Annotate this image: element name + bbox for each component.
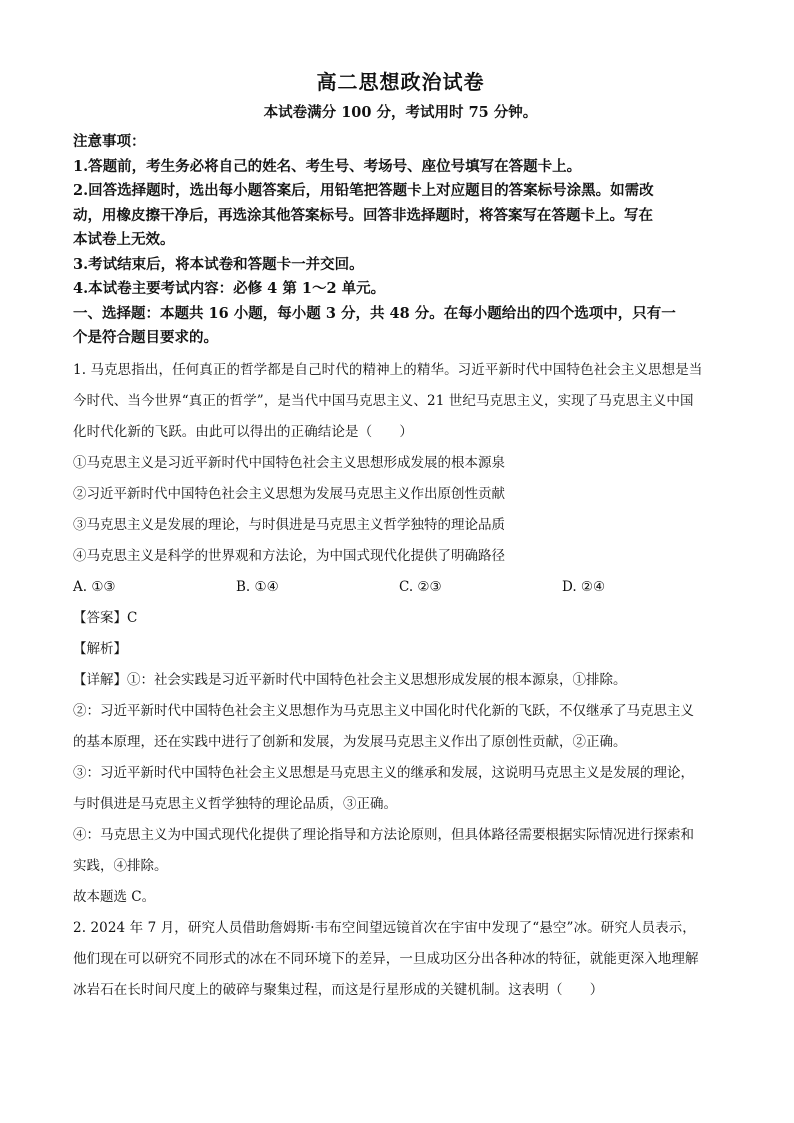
section-heading-line: 个是符合题目要求的。	[73, 329, 218, 346]
detail-line: 与时俱进是马克思主义哲学独特的理论品质，③正确。	[73, 795, 397, 812]
question-stem-line: 2. 2024 年 7 月，研究人员借助詹姆斯·韦布空间望远镜首次在宇宙中发现了“悬空”冰。研究人员表示，	[73, 919, 696, 936]
question-stem-line: 他们现在可以研究不同形式的冰在不同环境下的差异，一旦成功区分出各种冰的特征，就能更深入地理解	[73, 950, 699, 967]
choice-c: C. ②③	[399, 578, 442, 595]
question-stem-line: 化时代化新的飞跃。由此可以得出的正确结论是（ ）	[73, 423, 413, 440]
exam-page	[73, 66, 728, 1006]
statement-option: ②习近平新时代中国特色社会主义思想为发展马克思主义作出原创性贡献	[73, 485, 505, 502]
section-heading	[73, 302, 728, 351]
notice-item: 本试卷上无效。	[73, 231, 175, 248]
statement-option: ①马克思主义是习近平新时代中国特色社会主义思想形成发展的根本源泉	[73, 454, 505, 471]
exam-subtitle: 本试卷满分 100 分，考试用时 75 分钟。	[263, 104, 538, 121]
notice-item: 1.答题前，考生务必将自己的姓名、考生号、考场号、座位号填写在答题卡上。	[73, 157, 582, 175]
notice-item: 动，用橡皮擦干净后，再选涂其他答案标号。回答非选择题时，将答案写在答题卡上。写在	[73, 206, 653, 224]
choice-d: D. ②④	[562, 578, 606, 595]
question-1	[73, 355, 728, 913]
answer-choices	[73, 572, 728, 603]
page-title: 高二思想政治试卷	[316, 70, 485, 94]
conclusion: 故本题选 C。	[73, 888, 156, 905]
question-stem-line: 1. 马克思指出，任何真正的哲学都是自己时代的精神上的精华。习近平新时代中国特色社会主义思想是当	[73, 361, 703, 378]
notice-item: 4.本试卷主要考试内容：必修 4 第 1～2 单元。	[73, 280, 386, 297]
statement-option: ④马克思主义是科学的世界观和方法论，为中国式现代化提供了明确路径	[73, 547, 505, 564]
detail-line: 实践，④排除。	[73, 857, 168, 874]
question-stem-line: 冰岩石在长时间尺度上的破碎与聚集过程，而这是行星形成的关键机制。这表明（ ）	[73, 981, 604, 998]
notice-block	[73, 130, 728, 302]
notice-item: 2.回答选择题时，选出每小题答案后，用铅笔把答题卡上对应题目的答案标号涂黑。如需改	[73, 182, 654, 199]
answer-label: 【答案】C	[73, 609, 138, 626]
question-stem-line: 今时代、当今世界“真正的哲学”，是当代中国马克思主义、21 世纪马克思主义，实现了马克思主义中国	[73, 392, 694, 409]
choice-a: A. ①③	[73, 578, 116, 595]
section-heading-line: 一、选择题：本题共 16 小题，每小题 3 分，共 48 分。在每小题给出的四个选项中，只有一	[73, 304, 676, 322]
detail-line: ④：马克思主义为中国式现代化提供了理论指导和方法论原则，但具体路径需要根据实际情况进行探索和	[73, 826, 694, 843]
choice-b: B. ①④	[236, 578, 279, 595]
analysis-label: 【解析】	[73, 640, 127, 657]
detail-line: ②：习近平新时代中国特色社会主义思想作为马克思主义中国化时代化新的飞跃，不仅继承了马克思主义	[73, 702, 694, 719]
detail-line: 【详解】①：社会实践是习近平新时代中国特色社会主义思想形成发展的根本源泉，①排除。	[73, 671, 627, 688]
question-2	[73, 913, 728, 1006]
notice-item: 3.考试结束后，将本试卷和答题卡一并交回。	[73, 255, 364, 273]
notice-heading: 注意事项：	[73, 133, 146, 150]
detail-line: ③：习近平新时代中国特色社会主义思想是马克思主义的继承和发展，这说明马克思主义是发展的理论，	[73, 764, 694, 781]
statement-option: ③马克思主义是发展的理论，与时俱进是马克思主义哲学独特的理论品质	[73, 516, 505, 533]
detail-line: 的基本原理，还在实践中进行了创新和发展，为发展马克思主义作出了原创性贡献，②正确。	[73, 733, 627, 750]
